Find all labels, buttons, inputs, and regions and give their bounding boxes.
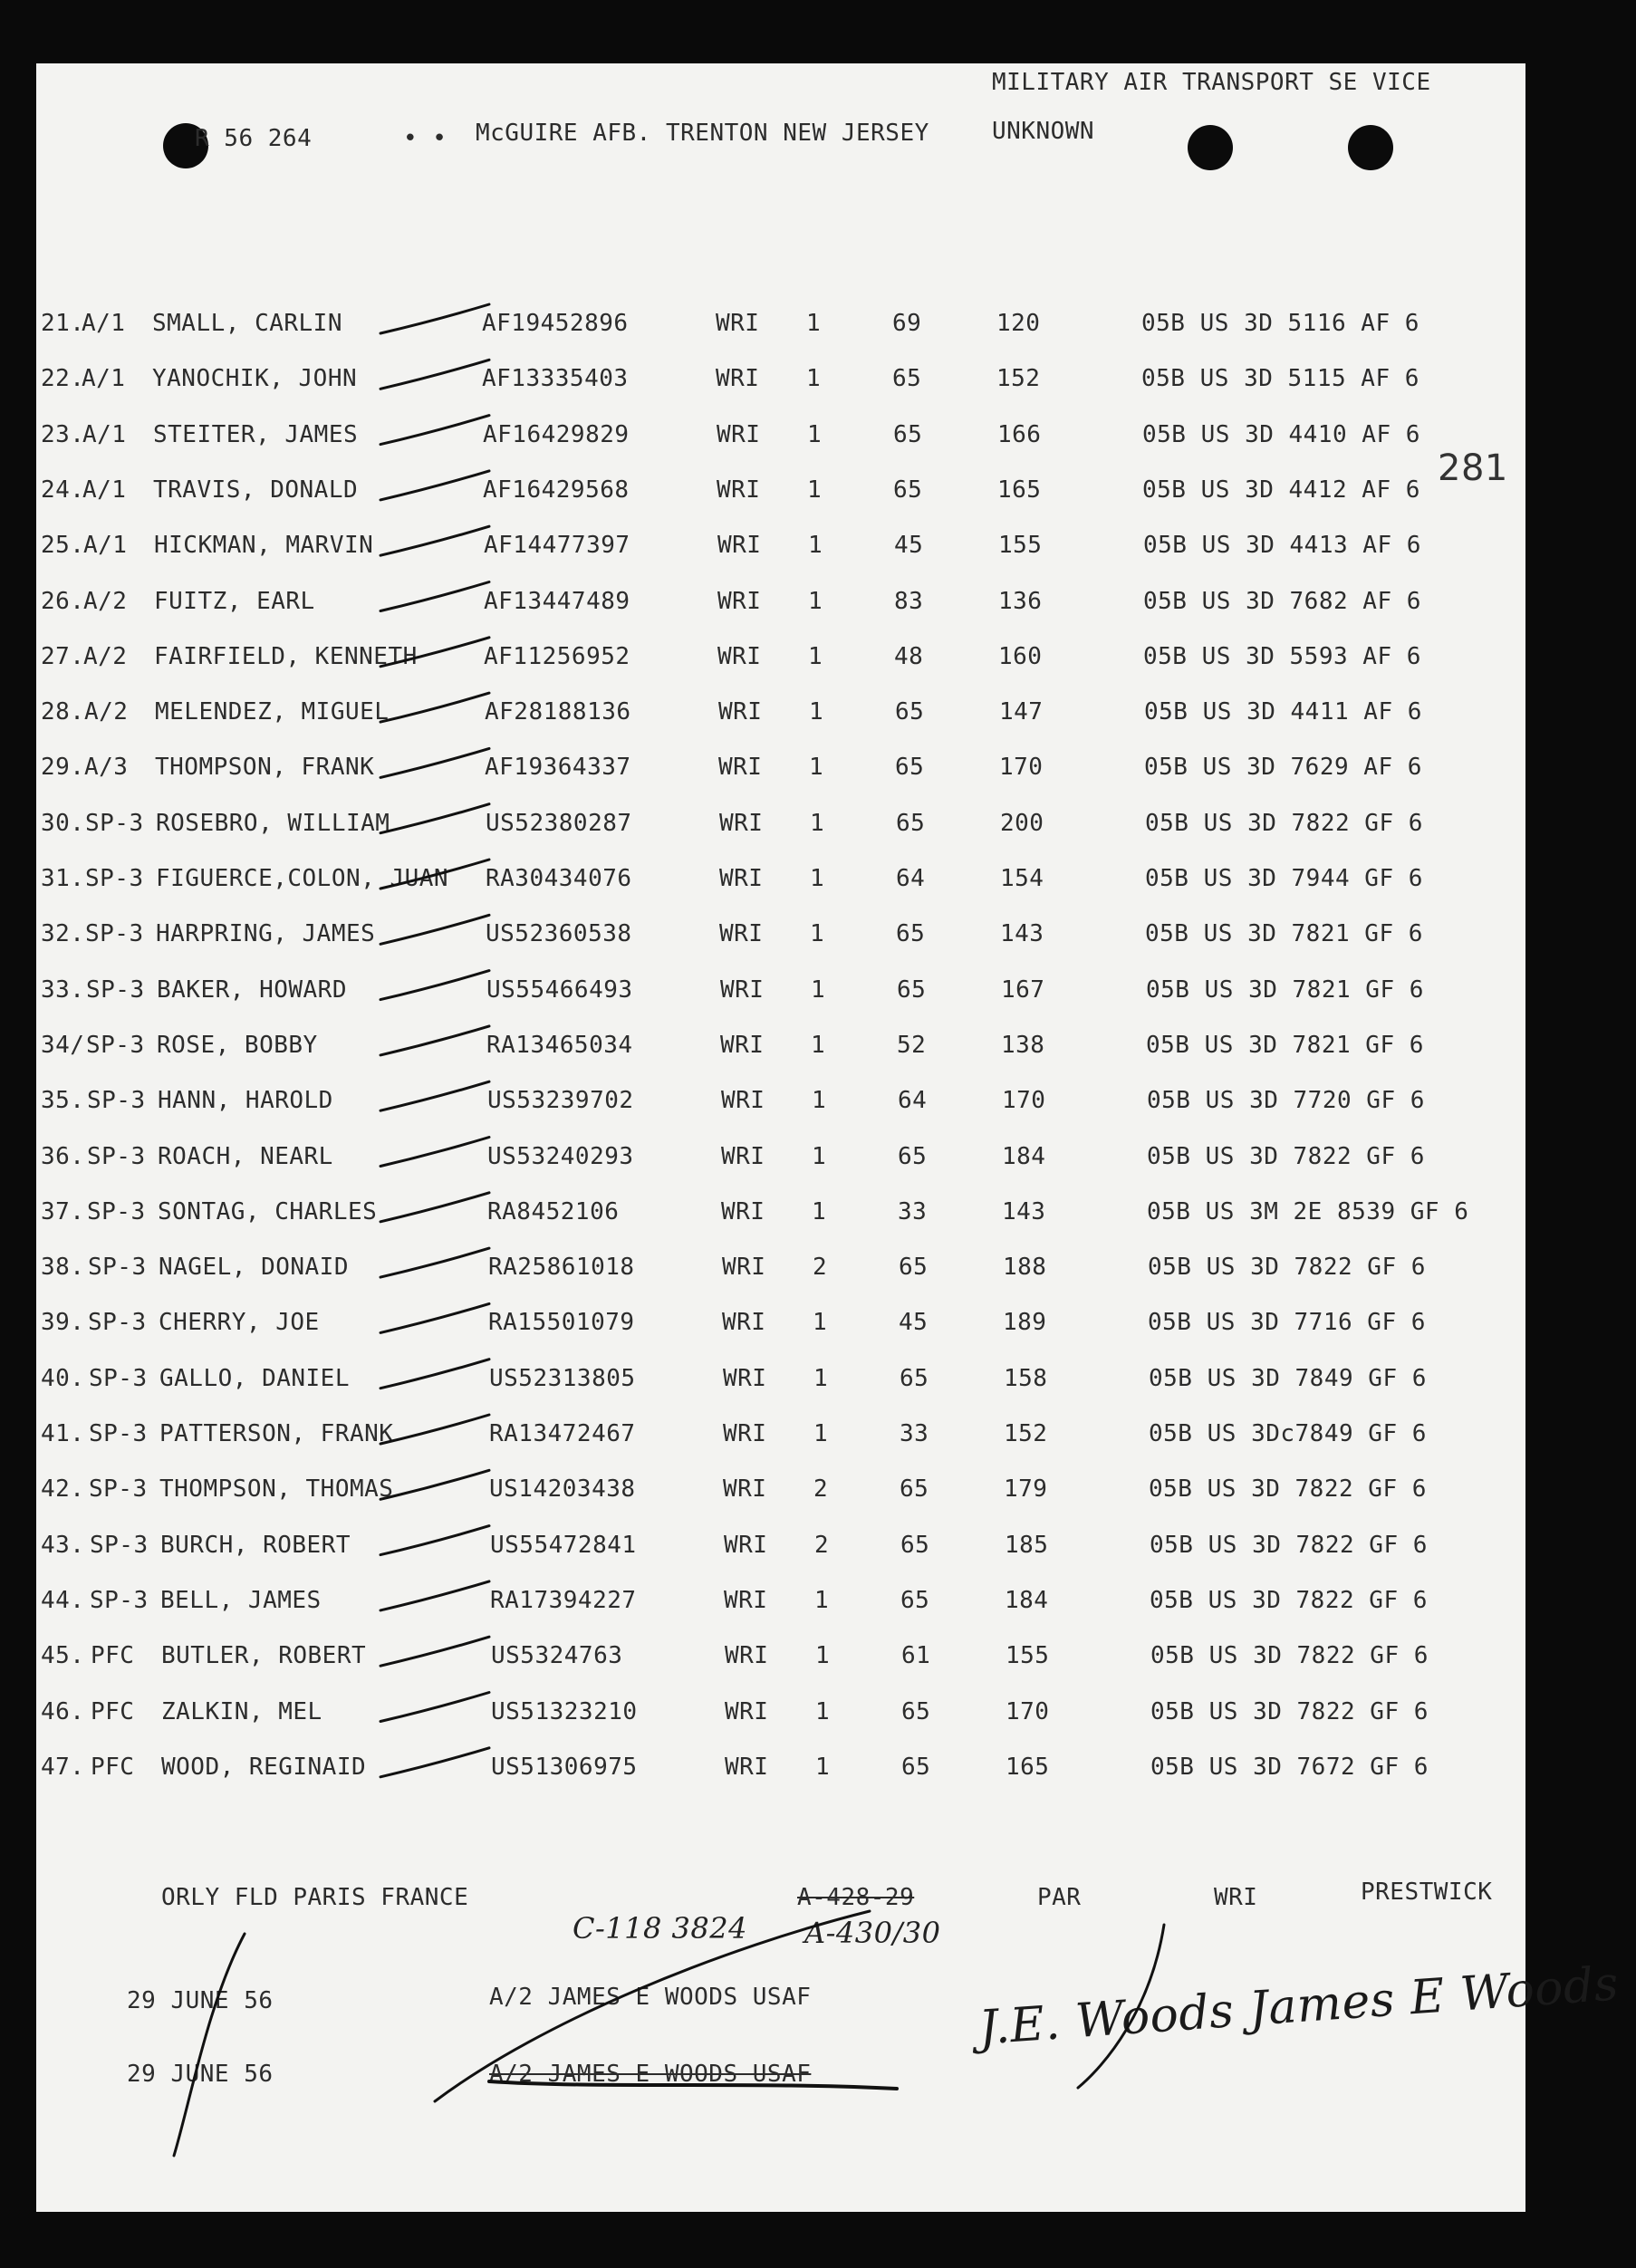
quantity: 1: [807, 420, 823, 448]
rank: SP-3: [90, 1531, 149, 1559]
name: HICKMAN, MARVIN: [154, 532, 374, 560]
code: WRI: [719, 809, 764, 837]
age-field: 65: [892, 365, 922, 393]
rank: A/2: [84, 698, 129, 726]
code: WRI: [721, 1197, 765, 1225]
name: THOMPSON, FRANK: [155, 754, 375, 782]
weight: 160: [998, 642, 1043, 670]
rank: A/1: [82, 365, 126, 393]
code: WRI: [719, 920, 764, 948]
age-field: 33: [900, 1420, 929, 1447]
rank: SP-3: [89, 1475, 148, 1504]
unit-code: 05B US 3D 7821 GF 6: [1145, 920, 1423, 948]
serial-number: AF19364337: [485, 754, 631, 782]
rank: A/1: [82, 420, 127, 448]
quantity: 1: [812, 1087, 827, 1115]
weight: 147: [999, 698, 1044, 726]
row-number: 46.: [41, 1697, 85, 1725]
weight: 179: [1004, 1475, 1048, 1504]
signature: J.E. Woods James E Woods: [977, 1956, 1621, 2056]
row-number: 47.: [41, 1753, 85, 1781]
code: WRI: [716, 310, 760, 337]
page-number: 281: [1438, 447, 1508, 489]
age-field: 65: [899, 1254, 929, 1282]
weight: 158: [1004, 1364, 1048, 1392]
unit-code: 05B US 3D 7720 GF 6: [1147, 1087, 1425, 1115]
name: BURCH, ROBERT: [160, 1531, 351, 1559]
weight: 120: [996, 310, 1041, 337]
rank: SP-3: [85, 865, 144, 892]
weight: 170: [1006, 1697, 1050, 1725]
quantity: 1: [812, 1197, 827, 1225]
row-number: 31.: [41, 865, 85, 892]
name: PATTERSON, FRANK: [159, 1420, 394, 1447]
unit-code: 05B US 3M 2E 8539 GF 6: [1147, 1197, 1469, 1225]
quantity: 2: [813, 1254, 828, 1282]
rank: PFC: [91, 1697, 135, 1725]
quantity: 1: [813, 1364, 829, 1392]
name: ROSE, BOBBY: [157, 1031, 318, 1059]
quantity: 1: [806, 310, 822, 337]
serial-number: RA15501079: [488, 1309, 635, 1337]
weight: 200: [1000, 809, 1044, 837]
code: WRI: [724, 1531, 768, 1559]
unit-code: 05B US 3D 7822 GF 6: [1145, 809, 1423, 837]
name: TRAVIS, DONALD: [153, 476, 359, 504]
serial-number: AF13335403: [482, 365, 629, 393]
name: STEITER, JAMES: [153, 420, 359, 448]
code: WRI: [722, 1309, 766, 1337]
name: SMALL, CARLIN: [152, 310, 342, 337]
code: WRI: [718, 698, 763, 726]
age-field: 48: [894, 642, 924, 670]
unit-code: 05B US 3D 4413 AF 6: [1143, 532, 1421, 560]
unit-code: 05B US 3D 7822 GF 6: [1150, 1531, 1428, 1559]
unit-code: 05B US 3D 4412 AF 6: [1142, 476, 1420, 504]
unit-code: 05B US 3D 7944 GF 6: [1145, 865, 1423, 892]
document-page: [36, 63, 1621, 2212]
quantity: 2: [813, 1475, 829, 1504]
row-number: 34/: [41, 1031, 85, 1059]
serial-number: AF19452896: [482, 310, 629, 337]
age-field: 61: [901, 1642, 931, 1670]
quantity: 1: [812, 1142, 827, 1170]
age-field: 45: [899, 1309, 929, 1337]
quantity: 1: [808, 532, 823, 560]
weight: 165: [997, 476, 1042, 504]
quantity: 1: [811, 1031, 826, 1059]
serial-number: US53239702: [487, 1087, 634, 1115]
serial-number: US51323210: [491, 1697, 638, 1725]
weight: 165: [1006, 1753, 1050, 1781]
age-field: 69: [892, 310, 922, 337]
serial-number: US52380287: [486, 809, 632, 837]
quantity: 1: [808, 587, 823, 615]
weight: 184: [1002, 1142, 1046, 1170]
name: FIGUERCE,COLON, JUAN: [156, 865, 449, 892]
rank: PFC: [91, 1642, 135, 1670]
date-1: 29 JUNE 56: [127, 1987, 274, 2014]
weight: 152: [1004, 1420, 1048, 1447]
serial-number: AF11256952: [484, 642, 630, 670]
unit-code: 05B US 3D 7672 GF 6: [1150, 1753, 1429, 1781]
prestwick: PRESTWICK: [1361, 1879, 1493, 1906]
serial-number: RA17394227: [490, 1586, 637, 1614]
unit-code: 05B US 3D 4411 AF 6: [1144, 698, 1422, 726]
quantity: 1: [809, 698, 824, 726]
code: WRI: [723, 1364, 767, 1392]
age-field: 65: [898, 1142, 928, 1170]
quantity: 1: [809, 754, 824, 782]
age-field: 52: [897, 1031, 927, 1059]
serial-number: RA13472467: [489, 1420, 636, 1447]
weight: 167: [1001, 975, 1045, 1004]
quantity: 1: [813, 1309, 828, 1337]
quantity: 1: [810, 809, 825, 837]
name: WOOD, REGINAID: [161, 1753, 367, 1781]
code: WRI: [723, 1475, 767, 1504]
weight: 185: [1005, 1531, 1049, 1559]
age-field: 65: [895, 698, 925, 726]
struck-flight: A-428-29: [797, 1884, 915, 1911]
name: NAGEL, DONAID: [159, 1254, 349, 1282]
serial-number: US14203438: [489, 1475, 636, 1504]
unit-code: 05B US 3D 7682 AF 6: [1143, 587, 1421, 615]
name: FAIRFIELD, KENNETH: [154, 642, 418, 670]
quantity: 1: [808, 642, 823, 670]
rank: SP-3: [87, 1142, 146, 1170]
age-field: 65: [901, 1697, 931, 1725]
quantity: 2: [814, 1531, 830, 1559]
rank: A/3: [84, 754, 129, 782]
rank: SP-3: [88, 1254, 147, 1282]
rank: SP-3: [86, 975, 145, 1004]
row-number: 23.: [41, 420, 85, 448]
flight-number-handwritten: C-118 3824: [573, 1911, 747, 1946]
age-field: 65: [893, 420, 923, 448]
code: WRI: [724, 1586, 768, 1614]
code: WRI: [720, 1031, 765, 1059]
unit-code: 05B US 3D 7629 AF 6: [1144, 754, 1422, 782]
code: WRI: [722, 1254, 766, 1282]
row-number: 40.: [41, 1364, 85, 1392]
unit-code: 05B US 3D 5116 AF 6: [1141, 310, 1419, 337]
row-number: 37.: [41, 1197, 85, 1225]
rank: SP-3: [88, 1309, 147, 1337]
rank: SP-3: [87, 1087, 146, 1115]
name: HANN, HAROLD: [158, 1087, 333, 1115]
rank: A/2: [83, 642, 128, 670]
serial-number: RA30434076: [486, 865, 632, 892]
age-field: 65: [897, 975, 927, 1004]
row-number: 41.: [41, 1420, 85, 1447]
age-field: 65: [896, 920, 926, 948]
weight: 154: [1000, 865, 1044, 892]
date-2: 29 JUNE 56: [127, 2061, 274, 2088]
row-number: 38.: [41, 1254, 85, 1282]
weight: 155: [1006, 1642, 1050, 1670]
weight: 152: [996, 365, 1041, 393]
rank: SP-3: [90, 1586, 149, 1614]
code: WRI: [717, 476, 761, 504]
footer-pen-strokes: [36, 63, 1525, 2212]
quantity: 1: [815, 1642, 831, 1670]
status-unknown: UNKNOWN: [992, 118, 1095, 145]
row-number: 27.: [41, 642, 85, 670]
unit-code: 05B US 3D 7716 GF 6: [1148, 1309, 1426, 1337]
serial-number: AF16429568: [483, 476, 630, 504]
row-number: 26.: [41, 587, 85, 615]
name: SONTAG, CHARLES: [158, 1197, 378, 1225]
quantity: 1: [807, 476, 823, 504]
age-field: 65: [900, 1364, 929, 1392]
age-field: 65: [900, 1531, 930, 1559]
code: WRI: [721, 1142, 765, 1170]
service-name: MILITARY AIR TRANSPORT SE VICE: [992, 69, 1431, 96]
quantity: 1: [814, 1586, 830, 1614]
origin-base: McGUIRE AFB. TRENTON NEW JERSEY: [476, 120, 929, 147]
row-number: 21.: [41, 310, 85, 337]
name: THOMPSON, THOMAS: [159, 1475, 394, 1504]
rank: SP-3: [85, 920, 144, 948]
quantity: 1: [815, 1697, 831, 1725]
age-field: 33: [898, 1197, 928, 1225]
unit-code: 05B US 3D 7822 GF 6: [1150, 1586, 1428, 1614]
weight: 143: [1000, 920, 1044, 948]
name: BUTLER, ROBERT: [161, 1642, 367, 1670]
name: FUITZ, EARL: [154, 587, 315, 615]
row-number: 32.: [41, 920, 85, 948]
serial-number: US52313805: [489, 1364, 636, 1392]
code: WRI: [718, 754, 763, 782]
unit-code: 05B US 3D 7849 GF 6: [1149, 1364, 1427, 1392]
code: WRI: [725, 1753, 769, 1781]
name: GALLO, DANIEL: [159, 1364, 350, 1392]
row-number: 39.: [41, 1309, 85, 1337]
code: WRI: [717, 420, 761, 448]
row-number: 43.: [41, 1531, 85, 1559]
rank: A/1: [82, 310, 126, 337]
quantity: 1: [810, 865, 825, 892]
code: WRI: [716, 365, 760, 393]
quantity: 1: [810, 920, 825, 948]
code: WRI: [717, 532, 762, 560]
quantity: 1: [806, 365, 822, 393]
age-field: 65: [901, 1753, 931, 1781]
name: YANOCHIK, JOHN: [152, 365, 358, 393]
weight: 170: [1002, 1087, 1046, 1115]
row-number: 30.: [41, 809, 85, 837]
age-field: 65: [893, 476, 923, 504]
weight: 143: [1002, 1197, 1046, 1225]
code: WRI: [719, 865, 764, 892]
name: CHERRY, JOE: [159, 1309, 320, 1337]
serial-number: US53240293: [487, 1142, 634, 1170]
serial-number: RA13465034: [486, 1031, 633, 1059]
rank: PFC: [91, 1753, 135, 1781]
serial-number: US55466493: [486, 975, 633, 1004]
weight: 189: [1003, 1309, 1047, 1337]
row-number: 22.: [41, 365, 85, 393]
rank: A/1: [82, 476, 127, 504]
code: WRI: [717, 587, 762, 615]
destination: ORLY FLD PARIS FRANCE: [161, 1884, 469, 1911]
name: ZALKIN, MEL: [161, 1697, 322, 1725]
weight: 184: [1005, 1586, 1049, 1614]
unit-code: 05B US 3D 7822 GF 6: [1147, 1142, 1425, 1170]
quantity: 1: [813, 1420, 829, 1447]
code: WRI: [725, 1697, 769, 1725]
row-number: 28.: [41, 698, 85, 726]
officer-1: A/2 JAMES E WOODS USAF: [489, 1984, 812, 2011]
rank: A/2: [83, 587, 128, 615]
code: WRI: [725, 1642, 769, 1670]
unit-code: 05B US 3D 5593 AF 6: [1143, 642, 1421, 670]
name: BELL, JAMES: [160, 1586, 322, 1614]
unit-code: 05B US 3D 7821 GF 6: [1146, 1031, 1424, 1059]
age-field: 64: [898, 1087, 928, 1115]
rank: A/1: [83, 532, 128, 560]
unit-code: 05B US 3D 7821 GF 6: [1146, 975, 1424, 1004]
serial-number: AF28188136: [485, 698, 631, 726]
weight: 155: [998, 532, 1043, 560]
weight: 188: [1003, 1254, 1047, 1282]
rank: SP-3: [87, 1197, 146, 1225]
row-number: 42.: [41, 1475, 85, 1504]
unit-code: 05B US 3D 7822 GF 6: [1149, 1475, 1427, 1504]
age-field: 45: [894, 532, 924, 560]
row-number: 45.: [41, 1642, 85, 1670]
serial-number: US52360538: [486, 920, 632, 948]
serial-number: AF16429829: [483, 420, 630, 448]
name: BAKER, HOWARD: [157, 975, 347, 1004]
row-number: 24.: [41, 476, 85, 504]
unit-code: 05B US 3Dc7849 GF 6: [1149, 1420, 1427, 1447]
serial-number: AF14477397: [484, 532, 630, 560]
row-number: 33.: [41, 975, 85, 1004]
serial-number: RA25861018: [488, 1254, 635, 1282]
row-number: 35.: [41, 1087, 85, 1115]
code: WRI: [721, 1087, 765, 1115]
serial-number: US5324763: [491, 1642, 623, 1670]
name: MELENDEZ, MIGUEL: [155, 698, 390, 726]
row-number: 25.: [41, 532, 85, 560]
rank: SP-3: [85, 809, 144, 837]
age-field: 64: [896, 865, 926, 892]
order-number: R 56 264: [195, 125, 313, 152]
serial-number: RA8452106: [487, 1197, 620, 1225]
quantity: 1: [815, 1753, 831, 1781]
name: ROSEBRO, WILLIAM: [156, 809, 390, 837]
name: HARPRING, JAMES: [156, 920, 376, 948]
header-dots: • •: [403, 125, 447, 152]
wri-code: WRI: [1214, 1884, 1258, 1911]
age-field: 65: [896, 809, 926, 837]
row-number: 36.: [41, 1142, 85, 1170]
officer-2-struck: A/2 JAMES E WOODS USAF: [489, 2061, 812, 2088]
weight: 166: [997, 420, 1042, 448]
unit-code: 05B US 3D 7822 GF 6: [1148, 1254, 1426, 1282]
serial-number: US51306975: [491, 1753, 638, 1781]
age-field: 83: [894, 587, 924, 615]
serial-number: AF13447489: [484, 587, 630, 615]
code: WRI: [720, 975, 765, 1004]
unit-code: 05B US 3D 5115 AF 6: [1141, 365, 1419, 393]
mission-number-handwritten: A-430/30: [804, 1916, 941, 1950]
rank: SP-3: [89, 1364, 148, 1392]
unit-code: 05B US 3D 7822 GF 6: [1150, 1697, 1429, 1725]
quantity: 1: [811, 975, 826, 1004]
unit-code: 05B US 3D 4410 AF 6: [1142, 420, 1420, 448]
row-number: 29.: [41, 754, 85, 782]
row-number: 44.: [41, 1586, 85, 1614]
name: ROACH, NEARL: [158, 1142, 333, 1170]
code: WRI: [723, 1420, 767, 1447]
age-field: 65: [900, 1586, 930, 1614]
age-field: 65: [900, 1475, 929, 1504]
weight: 136: [998, 587, 1043, 615]
rank: SP-3: [89, 1420, 148, 1447]
age-field: 65: [895, 754, 925, 782]
weight: 138: [1001, 1031, 1045, 1059]
code: WRI: [717, 642, 762, 670]
serial-number: US55472841: [490, 1531, 637, 1559]
unit-code: 05B US 3D 7822 GF 6: [1150, 1642, 1429, 1670]
weight: 170: [999, 754, 1044, 782]
par-code: PAR: [1037, 1884, 1082, 1911]
rank: SP-3: [86, 1031, 145, 1059]
